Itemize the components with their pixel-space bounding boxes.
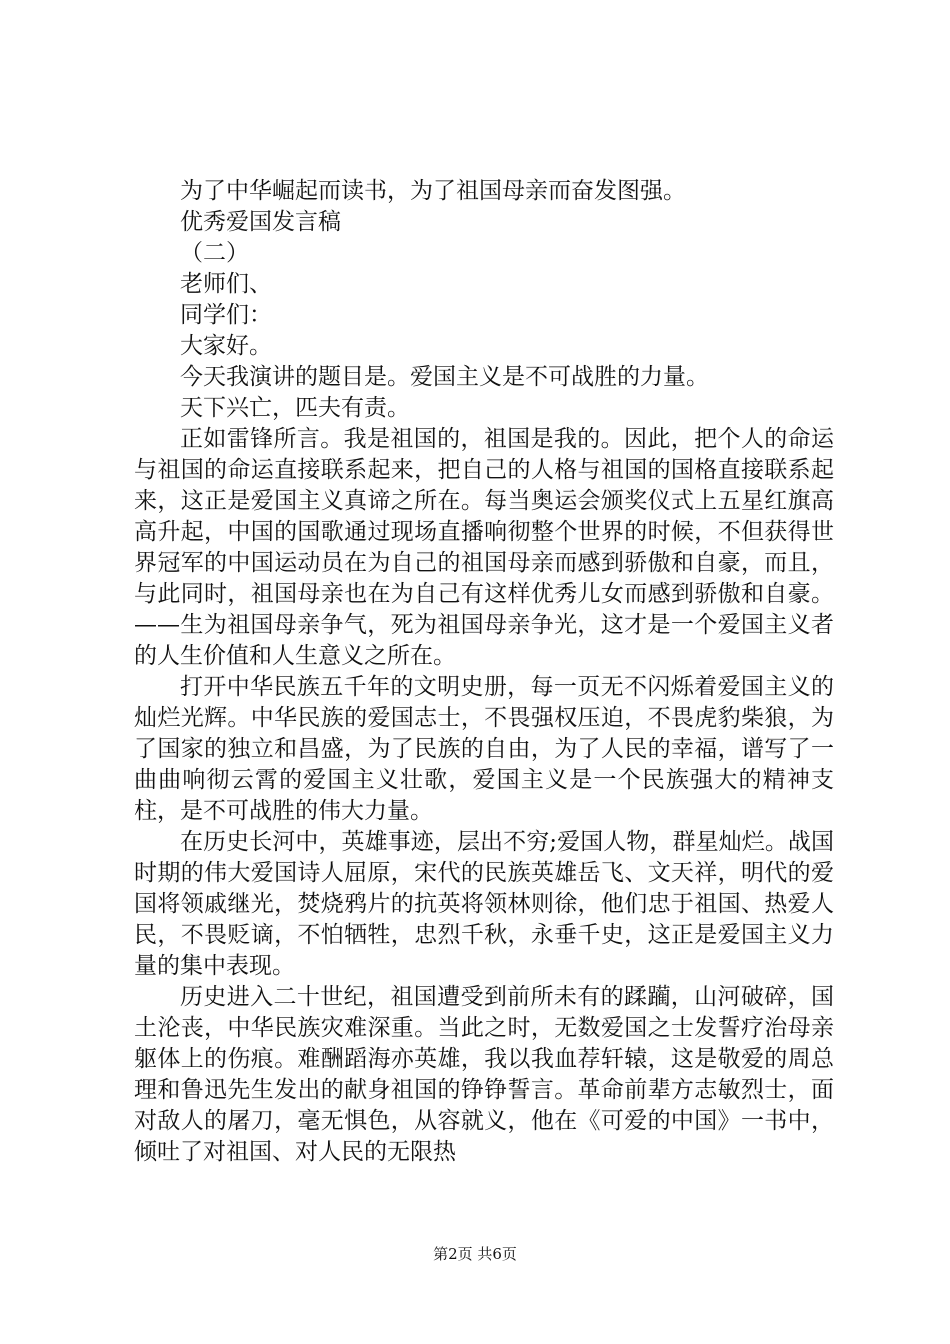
- quote-line: 天下兴亡，匹夫有责。: [180, 395, 410, 421]
- page-footer: 第2页 共6页: [433, 1245, 517, 1263]
- text-line: 为了中华崛起而读书，为了祖国母亲而奋发图强。: [180, 178, 686, 204]
- paragraph: 在历史长河中，英雄事迹，层出不穷;爱国人物，群星灿烂。战国时期的伟大爱国诗人屈原，宋代的民族英雄岳飞、文天祥，明代的爱国将领戚继光，焚烧鸦片的抗英将领林则徐，他们忠于祖国、热爱人民，不畏贬谪，不怕牺牲，忠烈千秋，永垂千史，这正是爱国主义力量的集中表现。: [134, 829, 834, 979]
- paragraph: 正如雷锋所言。我是祖国的，祖国是我的。因此，把个人的命运与祖国的命运直接联系起来，把自己的人格与祖国的国格直接联系起来，这正是爱国主义真谛之所在。每当奥运会颁奖仪式上五星红旗高高升起，中国的国歌通过现场直播响彻整个世界的时候，不但获得世界冠军的中国运动员在为自己的祖国母亲而感到骄傲和自豪，而且，与此同时，祖国母亲也在为自己有这样优秀儿女而感到骄傲和自豪。——生为祖国母亲争气，死为祖国母亲争光，这才是一个爱国主义者的人生价值和人生意义之所在。: [134, 426, 834, 669]
- salutation-students: 同学们：: [180, 302, 272, 328]
- speech-topic: 今天我演讲的题目是。爱国主义是不可战胜的力量。: [180, 364, 709, 390]
- greeting: 大家好。: [180, 333, 272, 359]
- section-number: （二）: [180, 240, 249, 266]
- paragraph: 打开中华民族五千年的文明史册，每一页无不闪烁着爱国主义的灿烂光辉。中华民族的爱国志士，不畏强权压迫，不畏虎豹柴狼，为了国家的独立和昌盛，为了民族的自由，为了人民的幸福，谱写了一曲曲响彻云霄的爱国主义壮歌，爱国主义是一个民族强大的精神支柱，是不可战胜的伟大力量。: [134, 674, 834, 824]
- section-title: 优秀爱国发言稿: [180, 209, 341, 235]
- salutation-teachers: 老师们、: [180, 271, 272, 297]
- document-body: [134, 176, 834, 1168]
- paragraph: 历史进入二十世纪，祖国遭受到前所未有的蹂躏，山河破碎，国土沦丧，中华民族灾难深重。当此之时，无数爱国之士发誓疗治母亲躯体上的伤痕。难酬蹈海亦英雄，我以我血荐轩辕，这是敬爱的周总理和鲁迅先生发出的献身祖国的铮铮誓言。革命前辈方志敏烈士，面对敌人的屠刀，毫无惧色，从容就义，他在《可爱的中国》一书中，倾吐了对祖国、对人民的无限热: [134, 984, 834, 1165]
